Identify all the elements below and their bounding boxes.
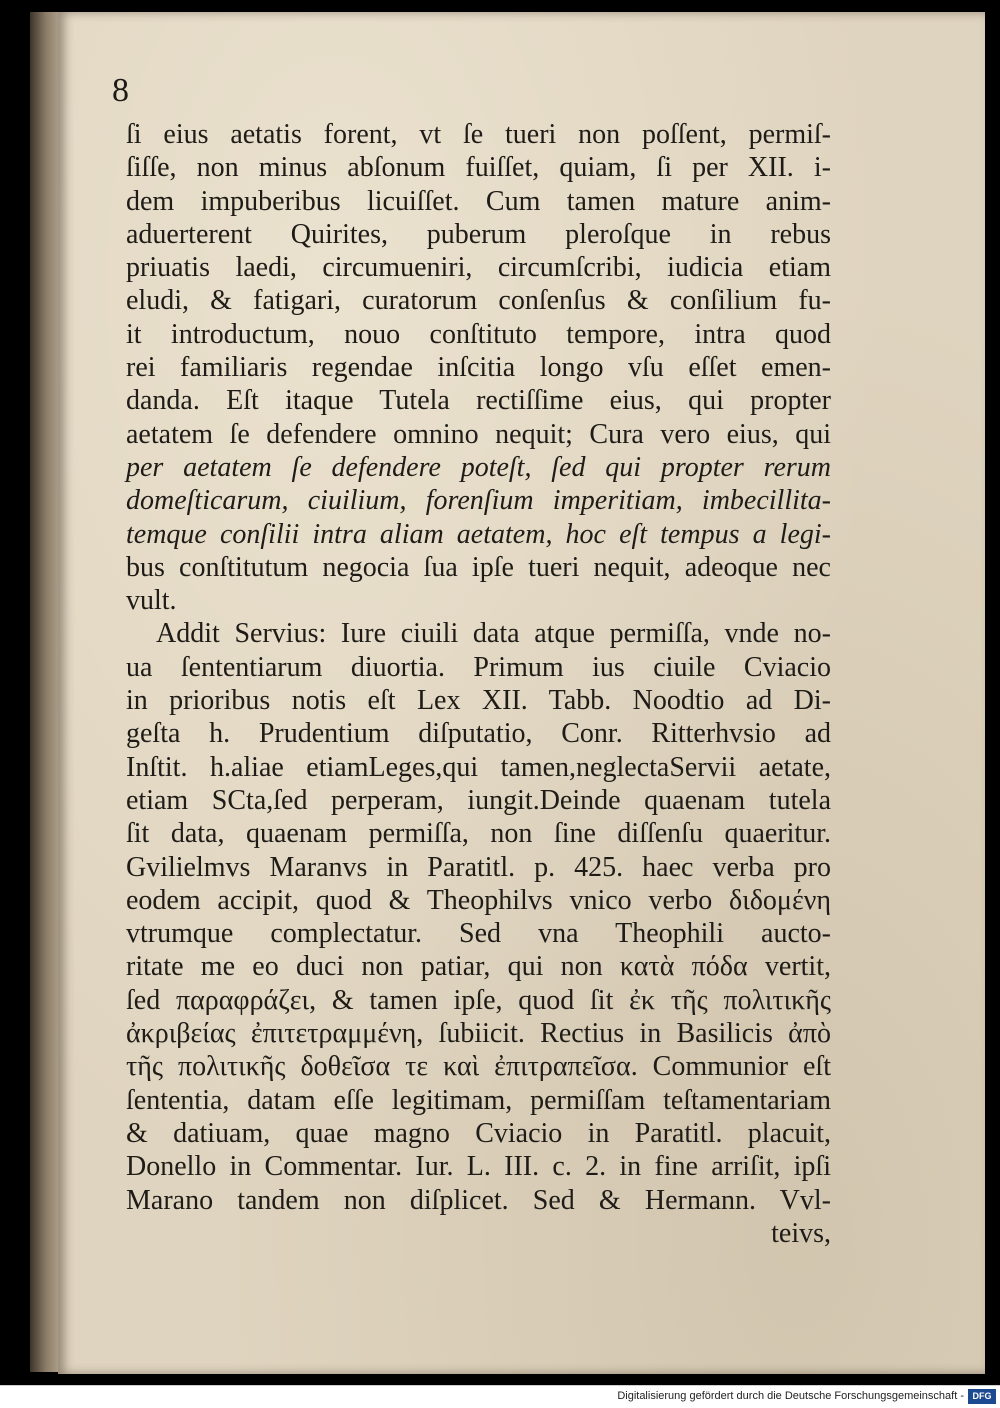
text-line: Inſtit. h.aliae etiamLeges,qui tamen,neglectaServii aetate, [126,751,831,783]
text-line: ſententia, datam eſſe legitimam, permiſſam teſtamentariam [126,1084,831,1116]
text-line: danda. Eſt itaque Tutela rectiſſime eius, qui propter [126,385,831,417]
text-line: aetatem ſe defendere omnino nequit; Cura vero eius, qui [126,418,831,450]
text-line: it introductum, nouo conſtituto tempore, intra quod [126,318,831,350]
catchword: teivs, [771,1217,831,1249]
text-line: ua ſententiarum diuortia. Primum ius ciuile Cviacio [126,651,831,683]
text-line: Donello in Commentar. Iur. L. III. c. 2. in fine arriſit, ipſi [126,1151,831,1183]
text-line: ritate me eo duci non patiar, qui non κατὰ πόδα vertit, [126,951,831,983]
text-line: & datiuam, quae magno Cviacio in Paratitl. placuit, [126,1117,831,1149]
text-line: geſta h. Prudentium diſputatio, Conr. Ritterhvsio ad [126,718,831,750]
dfg-logo: DFG [968,1389,996,1404]
text-line: aduerterent Quirites, puberum pleroſque in rebus [126,218,831,250]
text-line: vult. [126,585,177,617]
text-line: τῆς πολιτικῆς δοθεῖσα τε καὶ ἐπιτραπεῖσα. Communior eſt [126,1051,831,1083]
text-line: Addit Servius: Iure ciuili data atque permiſſa, vnde no- [156,618,831,650]
text-line: domeſticarum, ciuilium, forenſium imperitiam, imbecillita- [126,485,831,517]
text-line: ſiſſe, non minus abſonum fuiſſet, quiam, ſi per XII. i- [126,152,831,184]
text-line: ſed παραφράζει, & tamen ipſe, quod ſit ἐκ τῆς πολιτικῆς [126,984,831,1016]
body-text [126,118,831,1250]
text-line: ἀκριβείας ἐπιτετραμμένη, ſubiicit. Rectius in Basilicis ἀπὸ [126,1018,831,1050]
text-line: in prioribus notis eſt Lex XII. Tabb. Noodtio ad Di- [126,685,831,717]
text-line: priuatis laedi, circumueniri, circumſcribi, iudicia etiam [126,252,831,284]
funding-credit: Digitalisierung gefördert durch die Deutsche Forschungsgemeinschaft - [617,1390,964,1402]
text-line: bus conſtitutum negocia ſua ipſe tueri nequit, adeoque nec [126,551,831,583]
page-number: 8 [112,72,129,109]
text-line: rei familiaris regendae inſcitia longo vſu eſſet emen- [126,352,831,384]
footer-bar [0,1385,1000,1408]
text-line: temque conſilii intra aliam aetatem, hoc eſt tempus a legi- [126,518,831,550]
text-line: ſi eius aetatis forent, vt ſe tueri non poſſent, permiſ- [126,119,831,150]
text-line: vtrumque complectatur. Sed vna Theophili aucto- [126,918,831,950]
text-line: eludi, & fatigari, curatorum conſenſus & conſilium fu- [126,285,831,317]
text-line: Gvilielmvs Maranvs in Paratitl. p. 425. haec verba pro [126,851,831,883]
text-line: per aetatem ſe defendere poteſt, ſed qui propter rerum [126,451,831,483]
text-line: ſit data, quaenam permiſſa, non ſine diſſenſu quaeritur. [126,818,831,850]
text-line: dem impuberibus licuiſſet. Cum tamen mature anim- [126,185,831,217]
text-line: Marano tandem non diſplicet. Sed & Hermann. Vvl- [126,1184,831,1216]
text-line: eodem accipit, quod & Theophilvs vnico verbo διδομένη [126,884,831,916]
text-line: etiam SCta,ſed perperam, iungit.Deinde quaenam tutela [126,784,831,816]
